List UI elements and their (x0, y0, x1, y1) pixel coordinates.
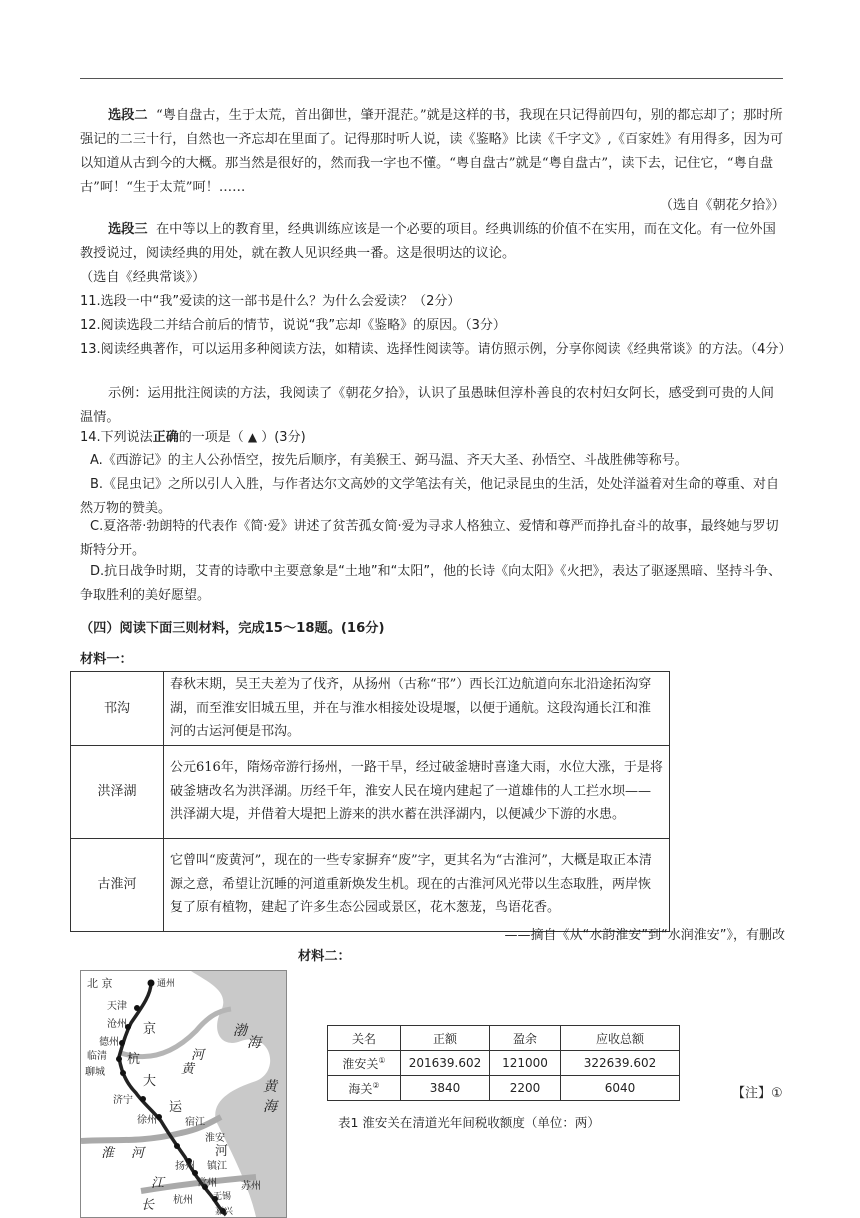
svg-text:无锡: 无锡 (213, 1192, 232, 1202)
excerpt-two-text: “粤自盘古，生于太荒，首出御世，肇开混茫。”就是这样的书，我现在只记得前四句，别的都忘却了；那时所强记的二三十行，自然也一齐忘却在里面了。记得那时听人说，读《鉴略》比读《千字文》,《百家姓》有用得多，因为可以知道从古到今的大概。那当然是很好的，然而我一字也不懂。“粤自盘古”就是“粤自盘古”，读下去，记住它，“粤自盘古”呵！“生于太荒”呵！…… (80, 108, 784, 195)
svg-text:聊城: 聊城 (85, 1067, 105, 1078)
svg-text:海: 海 (247, 1035, 261, 1051)
svg-text:扬州: 扬州 (175, 1161, 195, 1172)
svg-text:徐州: 徐州 (137, 1115, 157, 1126)
svg-text:海: 海 (263, 1099, 277, 1115)
svg-text:镇江: 镇江 (207, 1161, 227, 1172)
svg-text:黄: 黄 (181, 1062, 195, 1077)
svg-text:河: 河 (131, 1146, 145, 1161)
part-four-heading: （四）阅读下面三则材料，完成15～18题。(16分) (80, 621, 385, 636)
q14-pre: 14.下列说法 (80, 430, 153, 445)
excerpt-three-text: 在中等以上的教育里，经典训练应该是一个必要的项目。经典训练的价值不在实用，而在文化。有一位外国教授说过，阅读经典的用处，就在教人见识经典一番。这是很明达的议论。 (80, 222, 776, 261)
svg-text:黄: 黄 (263, 1079, 277, 1095)
table-row: 海关② 3840 2200 6040 (328, 1076, 680, 1101)
svg-text:宿江: 宿江 (185, 1117, 205, 1128)
material-one-source: ——摘自《从“水韵淮安”到“水润淮安”》，有删改 (504, 928, 785, 943)
question-12: 12.阅读选段二并结合前后的情节，说说“我”忘却《鉴略》的原因。（3分） (80, 318, 506, 333)
option-a: A.《西游记》的主人公孙悟空，按先后顺序，有美猴王、弼马温、齐天大圣、孙悟空、斗战胜佛等称号。 (90, 453, 688, 468)
svg-text:德州: 德州 (99, 1037, 119, 1048)
row-key: 古淮河 (71, 838, 164, 931)
table-row (71, 672, 670, 746)
question-13-example: 示例：运用批注阅读的方法，我阅读了《朝花夕拾》，认识了虽愚昧但淳朴善良的农村妇女阿长，感受到可贵的人间温情。 (80, 386, 774, 425)
q14-emph: 正确 (152, 430, 179, 445)
table-header-row: 关名 正额 盈余 应收总额 (328, 1026, 680, 1051)
svg-text:江: 江 (151, 1176, 165, 1191)
table-caption: 表1 淮安关在清道光年间税收额度（单位：两） (338, 1115, 600, 1130)
svg-text:苏州: 苏州 (241, 1181, 261, 1192)
material-one-label: 材料一： (80, 652, 133, 667)
svg-text:河: 河 (191, 1048, 205, 1063)
svg-text:嘉兴: 嘉兴 (215, 1207, 234, 1217)
svg-text:运: 运 (169, 1100, 183, 1115)
svg-text:杭州: 杭州 (173, 1195, 193, 1206)
excerpt-two (80, 104, 785, 200)
svg-text:杭: 杭 (127, 1052, 141, 1067)
svg-text:临清: 临清 (87, 1051, 107, 1062)
excerpt-three (80, 218, 785, 266)
svg-text:沧州: 沧州 (107, 1019, 127, 1030)
question-14 (80, 425, 785, 450)
svg-text:淮安: 淮安 (205, 1133, 225, 1144)
option-c: C.夏洛蒂·勃朗特的代表作《简·爱》讲述了贫苦孤女简·爱为寻求人格独立、爱情和尊严而挣扎奋斗的故事，最终她与罗切斯特分开。 (80, 519, 779, 558)
row-value: 公元616年，隋炀帝游行扬州，一路干旱，经过破釜塘时喜逢大雨，水位大涨，于是将破釜塘改名为洪泽湖。历经千年，淮安人民在境内建起了一道雄伟的人工拦水坝——洪泽湖大堤，并借着大堤把上游来的洪水蓄在洪泽湖内，以便减少下游的水患。 (164, 745, 670, 838)
map-label: 北 京 (87, 977, 113, 990)
material-one-table (70, 671, 670, 932)
option-d: D.抗日战争时期，艾青的诗歌中主要意象是“土地”和“太阳”，他的长诗《向太阳》《火把》，表达了驱逐黑暗、坚持斗争、争取胜利的美好愿望。 (80, 564, 782, 603)
table-row: 淮安关① 201639.602 121000 322639.602 (328, 1051, 680, 1076)
svg-text:常州: 常州 (197, 1178, 217, 1189)
row-key: 邗沟 (71, 672, 164, 746)
row-value: 春秋末期，吴王夫差为了伐齐，从扬州（古称“邗”）西长江边航道向东北沿途拓沟穿湖，而至淮安旧城五里，并在与淮水相接处设堤堰，以便于通航。这段沟通长江和淮河的古运河便是邗沟。 (164, 672, 670, 746)
question-13: 13.阅读经典著作，可以运用多种阅读方法，如精读、选择性阅读等。请仿照示例，分享你阅读《经典常谈》的方法。（4分） (80, 342, 792, 357)
excerpt-two-source: （选自《朝花夕拾》） (659, 198, 785, 213)
excerpt-two-label: 选段二 (108, 108, 148, 123)
row-value: 它曾叫“废黄河”，现在的一些专家摒弃“废”字，更其名为“古淮河”，大概是取正本清源之意，希望让沉睡的河道重新焕发生机。现在的古淮河风光带以生态取胜，两岸恢复了原有植物，建起了许多生态公园或景区，花木葱茏，鸟语花香。 (164, 838, 670, 931)
excerpt-three-source: （选自《经典常谈》） (80, 270, 206, 285)
row-key: 洪泽湖 (71, 745, 164, 838)
svg-text:渤: 渤 (233, 1023, 247, 1039)
table-row (71, 745, 670, 838)
grand-canal-map (80, 970, 287, 1218)
excerpt-three-label: 选段三 (108, 222, 148, 237)
option-b: B.《昆虫记》之所以引人入胜，与作者达尔文高妙的文学笔法有关，他记录昆虫的生活，处处洋溢着对生命的尊重、对自然万物的赞美。 (80, 477, 780, 516)
tax-table (327, 1025, 680, 1101)
svg-text:京: 京 (143, 1022, 157, 1037)
svg-text:大: 大 (143, 1074, 157, 1089)
answer-triangle-icon: ▲ (247, 430, 258, 444)
svg-text:河: 河 (215, 1144, 229, 1159)
svg-text:长: 长 (141, 1198, 155, 1213)
question-11: 11.选段一中“我”爱读的这一部书是什么？为什么会爱读？（2分） (80, 294, 461, 309)
table-row (71, 838, 670, 931)
svg-text:淮: 淮 (101, 1146, 115, 1161)
svg-text:济宁: 济宁 (113, 1095, 133, 1106)
svg-text:天津: 天津 (107, 1001, 127, 1012)
header-rule (80, 78, 783, 79)
q14-post: 的一项是（ (178, 430, 244, 445)
q14-end: ）(3分) (261, 430, 306, 445)
svg-text:通州: 通州 (157, 979, 176, 989)
footnote-marker: 【注】① (732, 1086, 783, 1101)
material-two-label: 材料二： (298, 949, 351, 964)
